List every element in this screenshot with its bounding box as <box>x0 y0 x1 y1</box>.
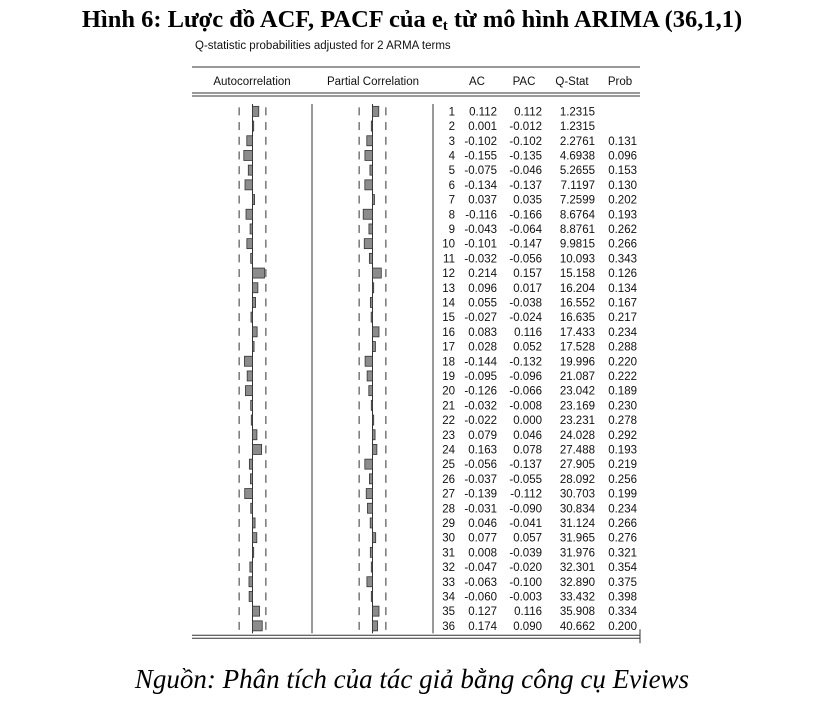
ac-value: 0.214 <box>468 268 497 281</box>
ac-bar <box>253 297 256 307</box>
pac-value: 0.000 <box>513 415 542 428</box>
lag-label: 23 <box>442 429 455 442</box>
lag-label: 24 <box>442 444 455 457</box>
pac-bar <box>365 180 373 190</box>
qstat-value: 27.905 <box>559 459 595 472</box>
ac-bar <box>250 224 252 234</box>
pac-value: 0.157 <box>513 268 542 281</box>
qstat-value: 1.2315 <box>559 106 595 119</box>
qstat-value: 31.124 <box>559 517 595 530</box>
lag-label: 15 <box>442 312 455 325</box>
figure-source: Nguồn: Phân tích của tác giả bằng công cụ Eviews <box>134 664 690 694</box>
pac-value: -0.090 <box>509 503 542 516</box>
lag-label: 19 <box>442 370 455 383</box>
lag-label: 5 <box>448 165 455 178</box>
ac-bar <box>253 606 260 616</box>
pac-bar <box>363 209 372 219</box>
pac-value: -0.137 <box>509 179 542 192</box>
qstat-value: 28.092 <box>559 473 595 486</box>
ac-value: 0.028 <box>468 341 497 354</box>
prob-value: 0.134 <box>608 282 637 295</box>
prob-value: 0.354 <box>608 562 637 575</box>
pac-value: 0.112 <box>514 106 542 119</box>
ac-bar <box>247 239 253 249</box>
lag-label: 12 <box>442 268 455 281</box>
ac-bar <box>246 209 252 219</box>
ac-bar <box>247 371 252 381</box>
qstat-value: 23.231 <box>559 415 595 428</box>
pac-value: -0.132 <box>509 356 542 369</box>
prob-value: 0.167 <box>608 297 637 310</box>
column-header: Prob <box>607 76 633 88</box>
qstat-value: 8.8761 <box>559 223 595 236</box>
prob-value: 0.126 <box>608 268 637 281</box>
pac-bar <box>369 253 372 263</box>
pac-bar <box>366 489 372 499</box>
qstat-value: 30.834 <box>559 503 595 516</box>
prob-value: 0.266 <box>608 517 637 530</box>
pac-bar <box>367 503 372 513</box>
ac-value: -0.116 <box>465 209 497 222</box>
prob-value: 0.230 <box>608 400 637 413</box>
ac-value: -0.022 <box>464 415 497 428</box>
ac-value: 0.055 <box>468 297 497 310</box>
pac-bar <box>373 430 376 440</box>
qstat-value: 31.976 <box>559 547 595 560</box>
prob-value: 0.199 <box>608 488 637 501</box>
pac-bar <box>373 533 376 543</box>
ac-value: 0.008 <box>468 547 497 560</box>
pac-value: -0.102 <box>509 135 542 148</box>
qstat-value: 4.6938 <box>559 150 595 163</box>
ac-value: 0.174 <box>468 620 497 633</box>
q-stat-note: Q-statistic probabilities adjusted for 2 ARMA terms <box>195 40 451 52</box>
qstat-value: 23.169 <box>559 400 595 413</box>
lag-label: 32 <box>442 562 455 575</box>
ac-value: 0.046 <box>468 517 497 530</box>
column-header: PAC <box>512 76 536 88</box>
pac-bar <box>369 224 373 234</box>
pac-value: -0.039 <box>509 547 542 560</box>
lag-label: 35 <box>442 606 455 619</box>
prob-value: 0.217 <box>608 312 637 325</box>
qstat-value: 5.2655 <box>559 165 595 178</box>
ac-bar <box>249 591 252 601</box>
prob-value: 0.131 <box>608 135 637 148</box>
ac-value: 0.001 <box>468 121 497 134</box>
ac-bar <box>253 547 254 557</box>
ac-value: -0.032 <box>464 400 497 413</box>
pac-bar <box>367 577 373 587</box>
ac-value: -0.043 <box>464 223 497 236</box>
ac-value: -0.095 <box>464 370 497 383</box>
prob-value: 0.278 <box>608 415 637 428</box>
prob-value: 0.219 <box>608 459 637 472</box>
ac-bar <box>245 180 253 190</box>
pac-bar <box>373 342 376 352</box>
ac-bar <box>253 195 255 205</box>
lag-label: 31 <box>442 547 455 560</box>
qstat-value: 7.1197 <box>560 179 595 192</box>
prob-value: 0.234 <box>608 326 637 339</box>
ac-bar <box>253 342 255 352</box>
lag-label: 1 <box>448 106 455 119</box>
lag-label: 7 <box>448 194 455 207</box>
pac-bar <box>373 444 377 454</box>
qstat-value: 17.433 <box>559 326 595 339</box>
prob-value: 0.189 <box>608 385 637 398</box>
pac-bar <box>370 547 372 557</box>
prob-value: 0.222 <box>608 370 637 383</box>
qstat-value: 32.301 <box>559 562 595 575</box>
lag-label: 29 <box>442 517 455 530</box>
ac-value: -0.134 <box>464 179 497 192</box>
pac-bar <box>373 195 375 205</box>
pac-value: -0.100 <box>509 576 542 589</box>
ac-value: 0.077 <box>468 532 497 545</box>
ac-bar <box>244 356 252 366</box>
qstat-value: 1.2315 <box>559 121 595 134</box>
ac-bar <box>253 268 265 278</box>
prob-value: 0.220 <box>608 356 637 369</box>
ac-value: 0.079 <box>468 429 497 442</box>
pac-bar <box>373 606 379 616</box>
pac-bar <box>373 415 374 425</box>
pac-value: -0.012 <box>509 121 542 134</box>
ac-bar <box>249 459 252 469</box>
lag-label: 2 <box>448 121 455 134</box>
prob-value: 0.398 <box>608 591 637 604</box>
pac-value: -0.056 <box>509 253 542 266</box>
pac-value: 0.057 <box>513 532 542 545</box>
qstat-value: 16.552 <box>559 297 595 310</box>
pac-value: -0.038 <box>509 297 542 310</box>
pac-value: 0.035 <box>513 194 542 207</box>
pac-value: -0.147 <box>509 238 542 251</box>
qstat-value: 9.9815 <box>559 238 595 251</box>
pac-value: -0.046 <box>509 165 542 178</box>
pac-value: -0.055 <box>509 473 542 486</box>
ac-bar <box>251 312 253 322</box>
prob-value: 0.153 <box>608 165 637 178</box>
lag-label: 30 <box>442 532 455 545</box>
pac-bar <box>370 518 372 528</box>
ac-bar <box>253 121 254 131</box>
ac-value: -0.060 <box>464 591 497 604</box>
pac-value: -0.066 <box>509 385 542 398</box>
figure-title: Hình 6: Lược đồ ACF, PACF của $e_t$ từ mô hình ARIMA (36,1,1) <box>81 6 743 34</box>
prob-value: 0.375 <box>608 576 637 589</box>
prob-value: 0.276 <box>608 532 637 545</box>
pac-value: -0.020 <box>509 562 542 575</box>
qstat-value: 30.703 <box>559 488 595 501</box>
pac-bar <box>373 268 382 278</box>
ac-value: -0.063 <box>464 576 497 589</box>
lag-label: 6 <box>448 179 455 192</box>
ac-bar <box>251 415 252 425</box>
lag-label: 11 <box>443 253 455 266</box>
qstat-value: 40.662 <box>559 620 595 633</box>
ac-value: 0.163 <box>468 444 497 457</box>
lag-label: 17 <box>442 341 455 354</box>
lag-label: 4 <box>448 150 455 163</box>
lag-label: 8 <box>448 209 455 222</box>
ac-bar <box>247 136 253 146</box>
ac-value: 0.112 <box>469 106 497 119</box>
lag-label: 36 <box>442 620 455 633</box>
prob-value: 0.334 <box>608 606 637 619</box>
qstat-value: 19.996 <box>559 356 595 369</box>
lag-label: 3 <box>448 135 455 148</box>
pac-value: 0.046 <box>513 429 542 442</box>
prob-value: 0.234 <box>608 503 637 516</box>
ac-value: 0.083 <box>468 326 497 339</box>
pac-bar <box>365 150 373 160</box>
ac-value: -0.032 <box>464 253 497 266</box>
pac-bar <box>367 136 373 146</box>
pac-value: 0.052 <box>513 341 542 354</box>
qstat-value: 16.204 <box>559 282 595 295</box>
pac-bar <box>371 562 372 572</box>
ac-bar <box>253 533 257 543</box>
pac-bar <box>364 239 372 249</box>
ac-value: -0.027 <box>464 312 497 325</box>
qstat-value: 10.093 <box>559 253 595 266</box>
ac-bar <box>253 518 256 528</box>
qstat-value: 33.432 <box>559 591 595 604</box>
qstat-value: 23.042 <box>559 385 595 398</box>
prob-value: 0.321 <box>608 547 637 560</box>
pac-value: 0.090 <box>513 620 542 633</box>
column-header: Q-Stat <box>555 76 589 88</box>
lag-label: 22 <box>442 415 455 428</box>
pac-value: -0.041 <box>509 517 542 530</box>
pac-bar <box>371 312 372 322</box>
qstat-value: 17.528 <box>559 341 595 354</box>
pac-bar <box>371 121 372 131</box>
qstat-value: 16.635 <box>559 312 595 325</box>
qstat-value: 32.890 <box>559 576 595 589</box>
prob-value: 0.256 <box>608 473 637 486</box>
prob-value: 0.096 <box>608 150 637 163</box>
ac-value: -0.031 <box>464 503 497 516</box>
ac-bar <box>253 106 259 116</box>
pac-value: -0.135 <box>509 150 542 163</box>
pac-bar <box>370 165 373 175</box>
pac-value: -0.003 <box>509 591 542 604</box>
qstat-value: 21.087 <box>559 370 595 383</box>
pac-bar <box>365 356 372 366</box>
ac-bar <box>251 503 253 513</box>
pac-bar <box>373 283 374 293</box>
ac-bar <box>253 283 258 293</box>
pac-value: -0.024 <box>509 312 542 325</box>
ac-bar <box>245 489 253 499</box>
prob-value: 0.193 <box>608 209 637 222</box>
qstat-value: 24.028 <box>559 429 595 442</box>
qstat-value: 15.158 <box>559 268 595 281</box>
pac-bar <box>370 297 372 307</box>
lag-label: 16 <box>442 326 455 339</box>
lag-label: 13 <box>442 282 455 295</box>
prob-value: 0.262 <box>608 223 637 236</box>
lag-label: 25 <box>442 459 455 472</box>
pac-bar <box>371 591 372 601</box>
ac-value: -0.144 <box>464 356 497 369</box>
ac-value: -0.056 <box>464 459 497 472</box>
column-header: Partial Correlation <box>326 76 420 88</box>
prob-value: 0.130 <box>608 179 637 192</box>
pac-bar <box>369 386 373 396</box>
ac-value: -0.155 <box>464 150 497 163</box>
ac-bar <box>251 400 253 410</box>
pac-value: -0.096 <box>509 370 542 383</box>
lag-label: 27 <box>442 488 455 501</box>
lag-label: 18 <box>442 356 455 369</box>
lag-label: 14 <box>442 297 455 310</box>
ac-bar <box>251 253 253 263</box>
prob-value: 0.343 <box>608 253 637 266</box>
ac-bar <box>249 577 253 587</box>
qstat-value: 2.2761 <box>559 135 595 148</box>
ac-bar <box>244 150 253 160</box>
ac-value: 0.096 <box>468 282 497 295</box>
prob-value: 0.292 <box>608 429 637 442</box>
pac-bar <box>373 327 379 337</box>
ac-value: -0.047 <box>464 562 497 575</box>
ac-value: -0.037 <box>464 473 497 486</box>
pac-bar <box>373 106 379 116</box>
pac-value: 0.078 <box>513 444 542 457</box>
ac-bar <box>253 621 263 631</box>
pac-value: 0.116 <box>514 606 542 619</box>
lag-label: 33 <box>442 576 455 589</box>
lag-label: 28 <box>442 503 455 516</box>
pac-bar <box>371 400 372 410</box>
ac-value: 0.127 <box>468 606 497 619</box>
ac-value: -0.075 <box>464 165 497 178</box>
ac-bar <box>253 444 262 454</box>
ac-bar <box>253 327 258 337</box>
qstat-value: 35.908 <box>559 606 595 619</box>
ac-value: -0.101 <box>464 238 497 251</box>
pac-value: -0.008 <box>509 400 542 413</box>
qstat-value: 8.6764 <box>559 209 595 222</box>
lag-label: 26 <box>442 473 455 486</box>
ac-bar <box>250 562 253 572</box>
lag-label: 10 <box>442 238 455 251</box>
qstat-value: 31.965 <box>559 532 595 545</box>
ac-bar <box>250 474 252 484</box>
lag-label: 20 <box>442 385 455 398</box>
pac-bar <box>365 459 373 469</box>
qstat-value: 7.2599 <box>559 194 595 207</box>
qstat-value: 27.488 <box>559 444 595 457</box>
pac-value: -0.137 <box>509 459 542 472</box>
column-header: AC <box>469 76 485 88</box>
prob-value: 0.288 <box>608 341 637 354</box>
ac-bar <box>253 430 257 440</box>
pac-bar <box>369 474 372 484</box>
title-subscript: t <box>442 18 448 34</box>
prob-value: 0.200 <box>608 620 637 633</box>
column-header: Autocorrelation <box>213 76 291 88</box>
pac-value: -0.166 <box>509 209 542 222</box>
ac-value: -0.139 <box>464 488 497 501</box>
ac-value: -0.126 <box>464 385 497 398</box>
ac-bar <box>248 165 252 175</box>
prob-value: 0.193 <box>608 444 637 457</box>
pac-value: 0.116 <box>514 326 542 339</box>
pac-bar <box>367 371 372 381</box>
pac-value: 0.017 <box>513 282 542 295</box>
pac-bar <box>373 621 378 631</box>
ac-value: -0.102 <box>464 135 497 148</box>
lag-label: 34 <box>442 591 455 604</box>
prob-value: 0.202 <box>608 194 637 207</box>
lag-label: 9 <box>448 223 455 236</box>
pac-value: -0.064 <box>509 223 542 236</box>
pac-value: -0.112 <box>510 488 542 501</box>
ac-value: 0.037 <box>468 194 497 207</box>
ac-bar <box>245 386 252 396</box>
lag-label: 21 <box>442 400 455 413</box>
prob-value: 0.266 <box>608 238 637 251</box>
